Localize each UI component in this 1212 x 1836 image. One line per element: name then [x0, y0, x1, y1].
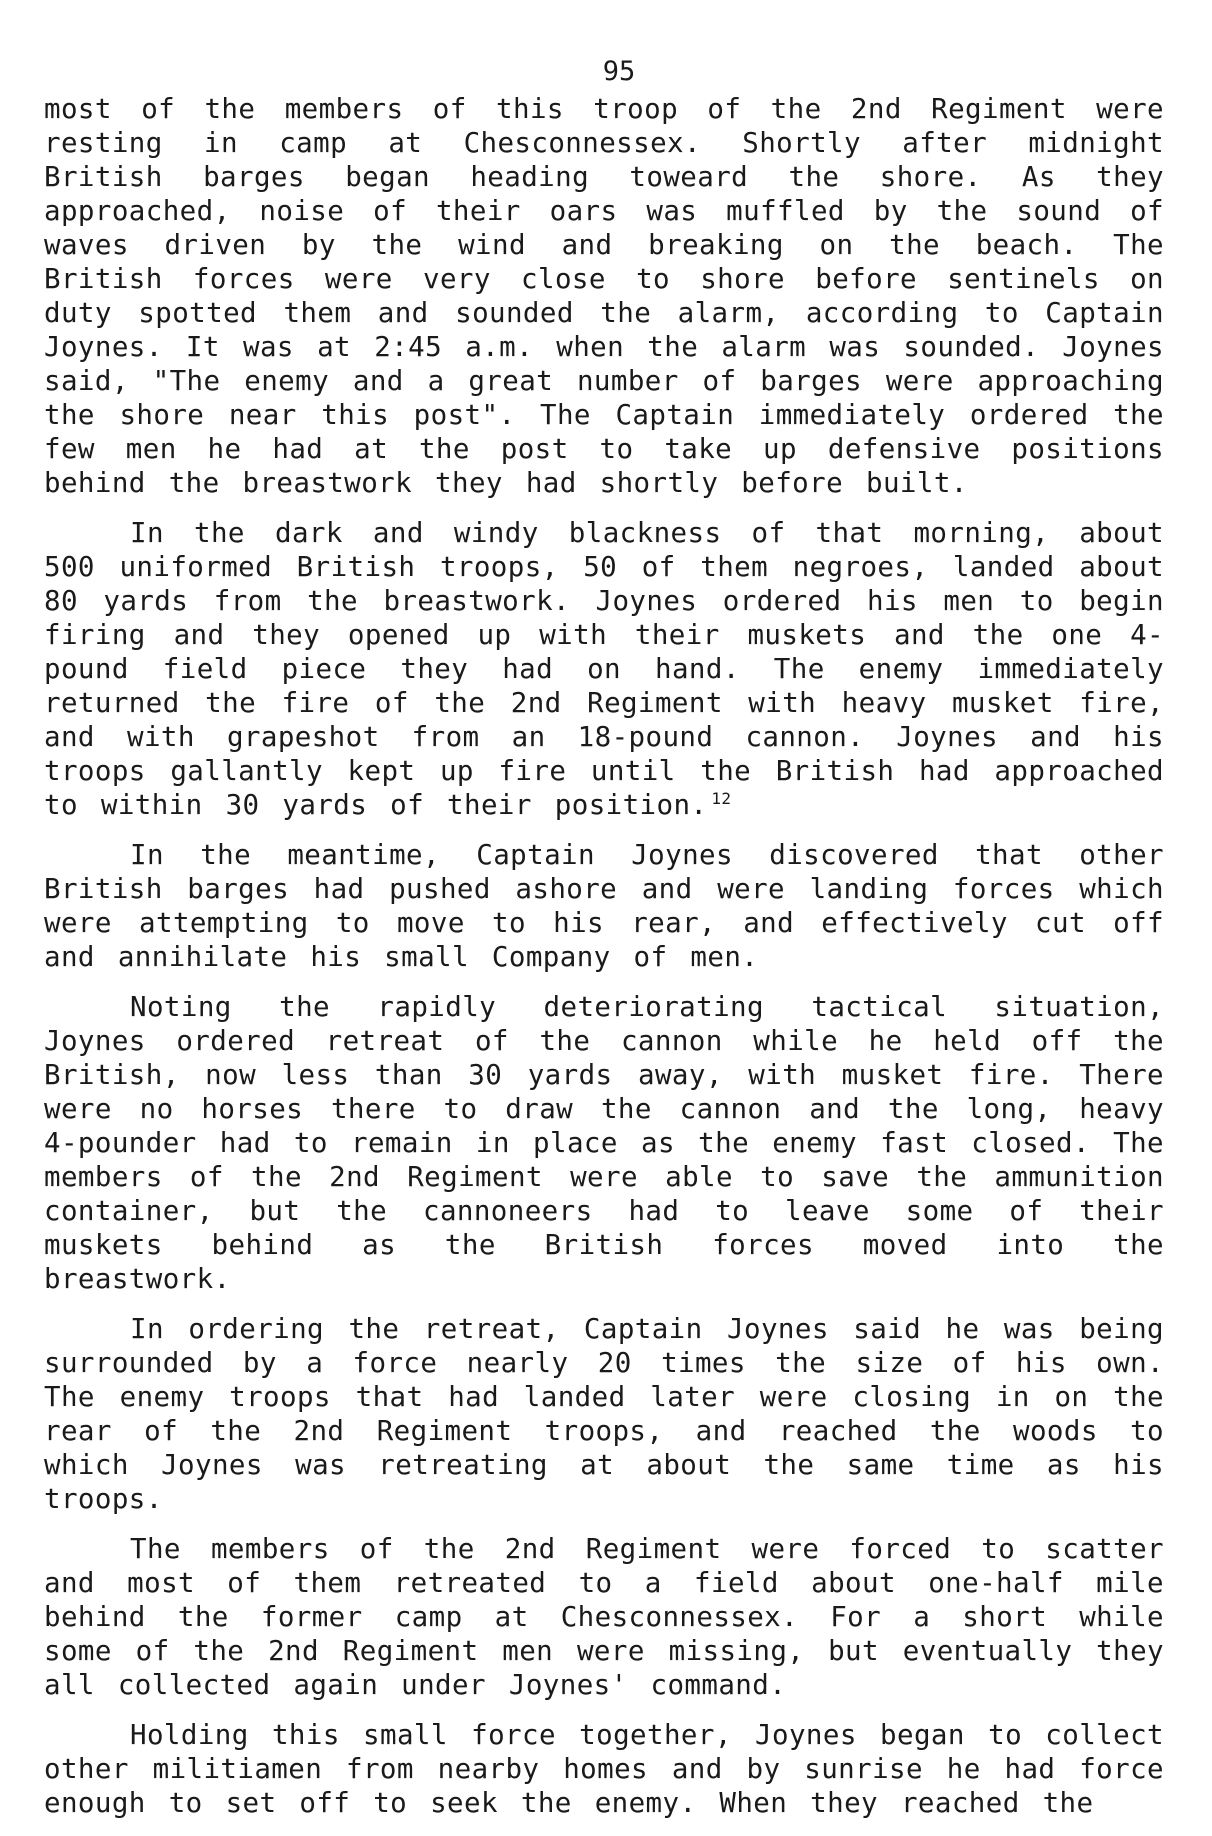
paragraph-continued: most of the members of this troop of the 2nd Regiment were resting in camp at Chesconnessex. Shortly after midnight British barges began heading toweard the shore. As they approached, noise of their oars was muffled by the sound of waves driven by the wind and breaking on the beach. The British forces were very close to shore before sentinels on duty spotted them and sounded the alarm, according to Captain Joynes. It was at 2:45 a.m. when the alarm was sounded. Joynes said, "The enemy and a great number of barges were approaching the shore near this post". The Captain immediately ordered the few men he had at the post to take up defensive positions behind the breastwork they had shortly before built. — [44, 93, 1164, 499]
document-page — [44, 56, 1164, 1836]
paragraph: In ordering the retreat, Captain Joynes said he was being surrounded by a force nearly 20 times the size of his own. The enemy troops that had landed later were closing in on the rear of the 2nd Regiment troops, and reached the woods to which Joynes was retreating at about the same time as his troops. — [44, 1313, 1164, 1515]
paragraph — [44, 516, 1164, 822]
paragraph: Noting the rapidly deteriorating tactical situation, Joynes ordered retreat of the cannon while he held off the British, now less than 30 yards away, with musket fire. There were no horses there to draw the cannon and the long, heavy 4-pounder had to remain in place as the enemy fast closed. The members of the 2nd Regiment were able to save the ammunition container, but the cannoneers had to leave some of their muskets behind as the British forces moved into the breastwork. — [44, 991, 1164, 1295]
page-number: 95 — [602, 56, 636, 87]
footnote-marker: 12 — [711, 788, 732, 808]
paragraph-text: In the dark and windy blackness of that morning, about 500 uniformed British troops, 50 of them negroes, landed about 80 yards from the breastwork. Joynes ordered his men to begin firing and they opened up with their muskets and the one 4-pound field piece they had on hand. The enemy immediately returned the fire of the 2nd Regiment with heavy musket fire, and with grapeshot from an 18-pound cannon. Joynes and his troops gallantly kept up fire until the British had approached to within 30 yards of their position. — [44, 517, 1164, 821]
paragraph: The members of the 2nd Regiment were forced to scatter and most of them retreated to a field about one-half mile behind the former camp at Chesconnessex. For a short while some of the 2nd Regiment men were missing, but eventually they all collected again under Joynes' command. — [44, 1533, 1164, 1701]
paragraph: In the meantime, Captain Joynes discovered that other British barges had pushed ashore and were landing forces which were attempting to move to his rear, and effectively cut off and annihilate his small Company of men. — [44, 839, 1164, 973]
paragraph: Holding this small force together, Joynes began to collect other militiamen from nearby homes and by sunrise he had force enough to set off to seek the enemy. When they reached the — [44, 1719, 1164, 1819]
